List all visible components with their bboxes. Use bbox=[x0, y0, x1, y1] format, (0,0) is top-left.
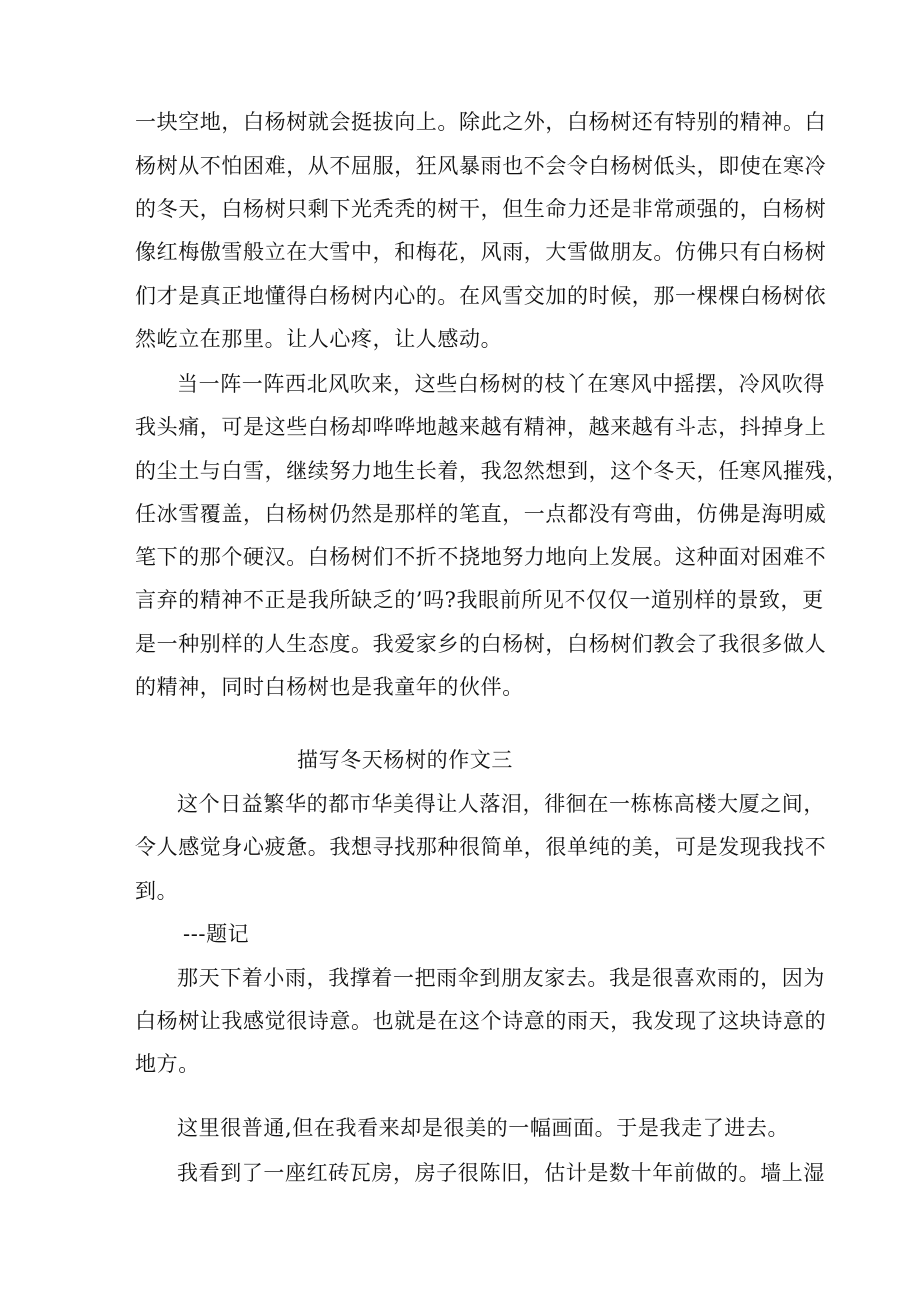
text-line: 令人感觉身心疲惫。我想寻找那种很简单，很单纯的美，可是发现我找不 bbox=[135, 835, 827, 859]
text-line: 的冬天，白杨树只剩下光秃秃的树干，但生命力还是非常顽强的，白杨树 bbox=[135, 197, 827, 221]
text-line: 笔下的那个硬汉。白杨树们不折不挠地努力地向上发展。这种面对困难不 bbox=[135, 545, 827, 569]
text-line: 这个日益繁华的都市华美得让人落泪，徘徊在一栋栋高楼大厦之间， bbox=[177, 792, 825, 816]
text-line: 们才是真正地懂得白杨树内心的。在风雪交加的时候，那一棵棵白杨树依 bbox=[135, 284, 827, 308]
text-line: 当一阵一阵西北风吹来，这些白杨树的枝丫在寒风中摇摆，冷风吹得 bbox=[177, 372, 825, 396]
text-line: 到。 bbox=[135, 879, 179, 903]
text-line: 的尘土与白雪，继续努力地生长着，我忽然想到，这个冬天，任寒风摧残， bbox=[135, 459, 848, 483]
text-line: 地方。 bbox=[135, 1052, 200, 1076]
text-line: 这里很普通,但在我看来却是很美的一幅画面。于是我走了进去。 bbox=[177, 1116, 790, 1140]
text-line: 的精神，同时白杨树也是我童年的伙伴。 bbox=[135, 675, 524, 699]
text-line: 一块空地，白杨树就会挺拔向上。除此之外，白杨树还有特别的精神。白 bbox=[135, 110, 827, 134]
text-line: 像红梅傲雪般立在大雪中，和梅花，风雨，大雪做朋友。仿佛只有白杨树 bbox=[135, 240, 827, 264]
text-line: 我看到了一座红砖瓦房，房子很陈旧，估计是数十年前做的。墙上湿 bbox=[177, 1161, 825, 1185]
text-line: 是一种别样的人生态度。我爱家乡的白杨树，白杨树们教会了我很多做人 bbox=[135, 632, 827, 656]
text-line: 任冰雪覆盖，白杨树仍然是那样的笔直，一点都没有弯曲，仿佛是海明威 bbox=[135, 502, 827, 526]
inscription: ---题记 bbox=[183, 922, 250, 946]
text-line: 然屹立在那里。让人心疼，让人感动。 bbox=[135, 327, 503, 351]
section-title: 描写冬天杨树的作文三 bbox=[297, 748, 513, 772]
text-line: 白杨树让我感觉很诗意。也就是在这个诗意的雨天，我发现了这块诗意的 bbox=[135, 1009, 827, 1033]
text-line: 杨树从不怕困难，从不屈服，狂风暴雨也不会令白杨树低头，即使在寒冷 bbox=[135, 154, 827, 178]
text-line: 我头痛，可是这些白杨却哗哗地越来越有精神，越来越有斗志，抖掉身上 bbox=[135, 415, 827, 439]
text-line: 那天下着小雨，我撑着一把雨伞到朋友家去。我是很喜欢雨的，因为 bbox=[177, 966, 825, 990]
text-line: 言弃的精神不正是我所缺乏的’吗?我眼前所见不仅仅一道别样的景致，更 bbox=[135, 588, 824, 612]
